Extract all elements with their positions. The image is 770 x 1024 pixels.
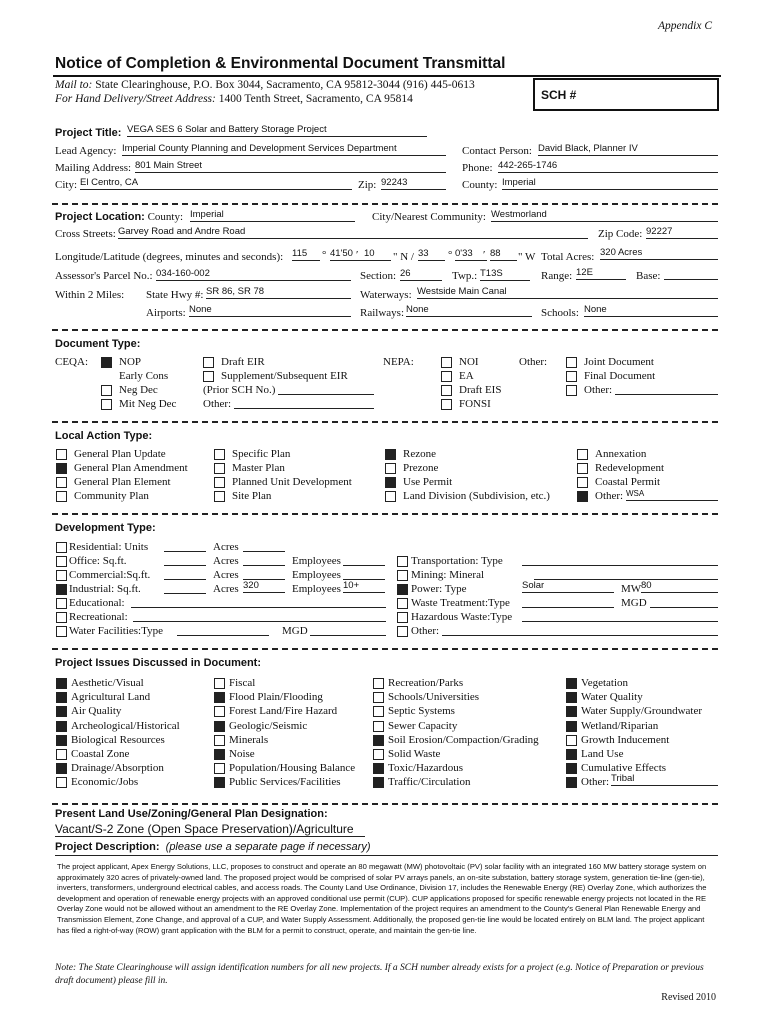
issue-checkbox[interactable] xyxy=(566,777,577,788)
hand-delivery-label: For Hand Delivery/Street Address: xyxy=(55,93,216,105)
zip-field[interactable]: 92243 xyxy=(381,177,446,190)
checkbox-master-plan[interactable] xyxy=(214,463,225,474)
section-divider xyxy=(52,648,718,650)
longitude-seconds-field[interactable]: 10 xyxy=(364,248,391,261)
option-label: Site Plan xyxy=(232,490,272,502)
description-note: (please use a separate page if necessary) xyxy=(165,841,371,853)
development-type-heading: Development Type: xyxy=(55,522,156,534)
issue-label: Solid Waste xyxy=(388,748,441,760)
issue-label: Land Use xyxy=(581,748,624,760)
option-label: Industrial: Sq.ft. xyxy=(69,583,141,595)
nepa-label: NEPA: xyxy=(383,356,414,368)
option-label: Hazardous Waste:Type xyxy=(411,611,513,623)
option-label: Annexation xyxy=(595,448,647,460)
checkbox-prezone[interactable] xyxy=(385,463,396,474)
zip-label: Zip: xyxy=(358,179,377,191)
mining-mineral-field[interactable] xyxy=(534,568,718,580)
transportation-type-field[interactable] xyxy=(522,554,718,566)
option-label: Waste Treatment:Type xyxy=(411,597,510,609)
issue-checkbox[interactable] xyxy=(373,706,384,717)
parcel-field[interactable]: 034-160-002 xyxy=(156,268,351,281)
issue-label: Schools/Universities xyxy=(388,691,480,704)
doc-other-heading: Other: xyxy=(519,356,548,368)
section-label: Section: xyxy=(360,270,397,282)
appendix-label: Appendix C xyxy=(658,20,712,32)
option-label: Educational: xyxy=(69,597,125,609)
issue-label: Coastal Zone xyxy=(71,748,130,760)
checkbox-rezone[interactable] xyxy=(385,449,396,460)
issue-checkbox[interactable] xyxy=(566,735,577,746)
project-title-field[interactable]: VEGA SES 6 Solar and Battery Storage Project xyxy=(127,124,427,137)
commercial-sqft-field[interactable] xyxy=(164,568,206,580)
checkbox-water-facilities[interactable] xyxy=(56,626,67,637)
project-description-heading: Project Description: xyxy=(55,841,160,853)
option-label: General Plan Update xyxy=(74,448,166,460)
issue-label: Forest Land/Fire Hazard xyxy=(229,705,338,718)
checkbox-annexation[interactable] xyxy=(577,449,588,460)
issue-label: Fiscal xyxy=(229,677,256,689)
issue-label: Other: xyxy=(581,776,610,789)
section-field[interactable]: 26 xyxy=(400,268,442,281)
issue-checkbox[interactable] xyxy=(373,763,384,774)
option-label: Other: xyxy=(595,490,624,502)
option-label: EA xyxy=(459,370,474,382)
total-acres-field[interactable]: 320 Acres xyxy=(600,247,718,260)
issue-label: Minerals xyxy=(229,733,269,746)
prior-sch-label: (Prior SCH No.) xyxy=(203,384,276,396)
land-use-value: Vacant/S-2 Zone (Open Space Preservation)/Agriculture xyxy=(55,822,354,836)
option-label: NOP xyxy=(119,356,142,368)
longitude-minutes-field[interactable]: 41'50 xyxy=(330,248,364,261)
issue-checkbox[interactable] xyxy=(373,678,384,689)
latlong-label: Longitude/Latitude (degrees, minutes and seconds): xyxy=(55,251,284,263)
checkbox-final-document[interactable] xyxy=(566,371,577,382)
checkbox-ea[interactable] xyxy=(441,371,452,382)
option-label: Neg Dec xyxy=(119,384,158,396)
mail-address: State Clearinghouse, P.O. Box 3044, Sacramento, CA 95812-3044 (916) 445-0613 xyxy=(95,79,475,91)
mgd-label: MGD xyxy=(621,597,647,609)
option-label: Prezone xyxy=(403,462,439,474)
community-field[interactable]: Westmorland xyxy=(491,209,718,222)
option-label: Mit Neg Dec xyxy=(119,398,177,410)
issue-checkbox[interactable] xyxy=(214,678,225,689)
location-county-field[interactable]: Imperial xyxy=(190,209,355,222)
latitude-seconds-field[interactable]: 88 xyxy=(490,248,517,261)
industrial-employees-field[interactable]: 10+ xyxy=(343,580,385,593)
checkbox-residential[interactable] xyxy=(56,542,67,553)
railways-label: Railways: xyxy=(360,307,404,319)
checkbox-recreational[interactable] xyxy=(56,612,67,623)
checkbox-mit-neg-dec[interactable] xyxy=(101,399,112,410)
issue-checkbox[interactable] xyxy=(214,777,225,788)
checkbox-fonsi[interactable] xyxy=(441,399,452,410)
checkbox-transportation[interactable] xyxy=(397,556,408,567)
issue-label: Traffic/Circulation xyxy=(388,776,471,789)
ceqa-label: CEQA: xyxy=(55,356,88,368)
option-label: Final Document xyxy=(584,370,656,382)
issue-label: Growth Inducement xyxy=(581,733,670,746)
checkbox-draft-eis[interactable] xyxy=(441,385,452,396)
longitude-degrees-field[interactable]: 115 xyxy=(292,248,320,261)
checkbox-waste-treatment[interactable] xyxy=(397,598,408,609)
location-zip-label: Zip Code: xyxy=(598,228,643,240)
option-label: Draft EIS xyxy=(459,384,502,396)
issue-label: Soil Erosion/Compaction/Grading xyxy=(388,733,539,746)
parcel-label: Assessor's Parcel No.: xyxy=(55,270,153,282)
issue-label: Toxic/Hazardous xyxy=(388,762,463,775)
issue-checkbox[interactable] xyxy=(214,721,225,732)
residential-units-field[interactable] xyxy=(164,540,206,552)
description-rule xyxy=(55,855,718,856)
project-location-heading: Project Location: xyxy=(55,211,145,223)
revised-label: Revised 2010 xyxy=(661,992,716,1003)
issue-checkbox[interactable] xyxy=(56,692,67,703)
land-use-underline xyxy=(55,836,365,837)
issue-checkbox[interactable] xyxy=(56,721,67,732)
checkbox-site-plan[interactable] xyxy=(214,491,225,502)
sch-label: SCH # xyxy=(541,88,577,102)
industrial-acres-field[interactable]: 320 xyxy=(243,580,285,593)
mail-label: Mail to: xyxy=(55,79,93,91)
degree-symbol: ° xyxy=(322,249,327,261)
local-action-heading: Local Action Type: xyxy=(55,430,153,442)
base-label: Base: xyxy=(636,270,661,282)
land-use-heading: Present Land Use/Zoning/General Plan Designation: xyxy=(55,808,328,820)
water-type-field[interactable] xyxy=(177,624,269,636)
issue-checkbox[interactable] xyxy=(566,721,577,732)
community-label: City/Nearest Community: xyxy=(372,211,486,223)
issue-label: Cumulative Effects xyxy=(581,762,667,775)
issue-label: Economic/Jobs xyxy=(71,776,139,789)
issue-label: Public Services/Facilities xyxy=(229,776,341,789)
doc-other-field[interactable] xyxy=(234,397,374,409)
checkbox-gp-amendment[interactable] xyxy=(56,463,67,474)
option-label: Commercial:Sq.ft. xyxy=(69,569,151,581)
issue-label: Septic Systems xyxy=(388,705,455,718)
railways-field[interactable]: None xyxy=(406,304,532,317)
issue-checkbox[interactable] xyxy=(56,678,67,689)
checkbox-noi[interactable] xyxy=(441,357,452,368)
contact-person-field[interactable]: David Black, Planner IV xyxy=(538,143,718,156)
checkbox-land-division[interactable] xyxy=(385,491,396,502)
issue-checkbox[interactable] xyxy=(566,763,577,774)
option-label: Master Plan xyxy=(232,462,285,474)
issue-label: Flood Plain/Flooding xyxy=(229,691,323,704)
checkbox-neg-dec[interactable] xyxy=(101,385,112,396)
hazardous-type-field[interactable] xyxy=(522,610,718,622)
option-label: Joint Document xyxy=(584,356,654,368)
issue-label: Air Quality xyxy=(71,705,122,718)
county-label: County: xyxy=(462,179,498,191)
office-sqft-field[interactable] xyxy=(164,554,206,566)
employees-label: Employees xyxy=(292,583,341,595)
checkbox-educational[interactable] xyxy=(56,598,67,609)
local-other-field[interactable]: WSA xyxy=(626,488,718,501)
option-label: Transportation: Type xyxy=(411,555,503,567)
schools-label: Schools: xyxy=(541,307,579,319)
phone-field[interactable]: 442-265-1746 xyxy=(498,160,718,173)
issue-checkbox[interactable] xyxy=(566,678,577,689)
latitude-minutes-field[interactable]: 0'33 xyxy=(455,248,487,261)
recreational-field[interactable] xyxy=(133,610,386,622)
issue-checkbox[interactable] xyxy=(56,763,67,774)
issue-checkbox[interactable] xyxy=(566,749,577,760)
option-label: Community Plan xyxy=(74,490,149,502)
issue-label: Recreation/Parks xyxy=(388,677,464,689)
issue-checkbox[interactable] xyxy=(214,749,225,760)
waterways-label: Waterways: xyxy=(360,289,412,301)
latitude-degrees-field[interactable]: 33 xyxy=(418,248,445,261)
waste-mgd-field[interactable] xyxy=(650,596,718,608)
office-employees-field[interactable] xyxy=(343,554,385,566)
township-field[interactable]: T13S xyxy=(480,268,530,281)
option-label: Office: Sq.ft. xyxy=(69,555,127,567)
commercial-acres-field[interactable] xyxy=(243,568,285,580)
schools-field[interactable]: None xyxy=(584,304,718,317)
employees-label: Employees xyxy=(292,569,341,581)
issue-label: Wetland/Riparian xyxy=(581,719,659,732)
issue-label: Sewer Capacity xyxy=(388,719,458,732)
doc-other-label: Other: xyxy=(203,398,232,410)
checkbox-pud[interactable] xyxy=(214,477,225,488)
issue-label: Archeological/Historical xyxy=(71,719,180,732)
option-label: Recreational: xyxy=(69,611,128,623)
state-hwy-field[interactable]: SR 86, SR 78 xyxy=(206,286,351,299)
section-divider xyxy=(52,803,718,805)
issue-other-field[interactable]: Tribal xyxy=(611,773,718,786)
issue-label: Vegetation xyxy=(581,677,629,689)
issue-label: Agricultural Land xyxy=(71,691,151,704)
checkbox-local-other[interactable] xyxy=(577,491,588,502)
acres-label: Acres xyxy=(213,555,239,567)
location-zip-field[interactable]: 92227 xyxy=(646,226,718,239)
location-county-label: County: xyxy=(147,211,184,223)
section-divider xyxy=(52,421,718,423)
base-field[interactable] xyxy=(664,268,718,280)
checkbox-gp-update[interactable] xyxy=(56,449,67,460)
option-label: Other: xyxy=(411,625,440,637)
city-label: City: xyxy=(55,179,78,191)
option-label: Rezone xyxy=(403,448,436,460)
range-label: Range: xyxy=(541,270,573,282)
checkbox-draft-eir[interactable] xyxy=(203,357,214,368)
minute-symbol-2: ′ xyxy=(483,249,486,261)
issue-checkbox[interactable] xyxy=(373,749,384,760)
checkbox-dev-other[interactable] xyxy=(397,626,408,637)
cross-streets-field[interactable]: Garvey Road and Andre Road xyxy=(118,226,588,239)
title-rule xyxy=(53,75,721,77)
project-issues-heading: Project Issues Discussed in Document: xyxy=(55,657,262,669)
option-label: Supplement/Subsequent EIR xyxy=(221,370,348,382)
checkbox-community-plan[interactable] xyxy=(56,491,67,502)
issue-checkbox[interactable] xyxy=(56,749,67,760)
acres-label: Acres xyxy=(213,541,239,553)
doc-other-value-field[interactable] xyxy=(615,383,718,395)
checkbox-nop[interactable] xyxy=(101,357,112,368)
checkbox-mining[interactable] xyxy=(397,570,408,581)
checkbox-industrial[interactable] xyxy=(56,584,67,595)
checkbox-supplement-eir[interactable] xyxy=(203,371,214,382)
issue-checkbox[interactable] xyxy=(214,692,225,703)
checkbox-office[interactable] xyxy=(56,556,67,567)
issue-checkbox[interactable] xyxy=(56,777,67,788)
township-label: Twp.: xyxy=(452,270,478,282)
option-label: Planned Unit Development xyxy=(232,476,352,488)
checkbox-gp-element[interactable] xyxy=(56,477,67,488)
project-title-label: Project Title: xyxy=(55,127,122,139)
option-label: Coastal Permit xyxy=(595,476,661,488)
issue-checkbox[interactable] xyxy=(566,706,577,717)
lead-agency-field[interactable]: Imperial County Planning and Development Services Department xyxy=(122,143,446,156)
airports-label: Airports: xyxy=(146,307,186,319)
project-description-text: The project applicant, Apex Energy Solutions, LLC, proposes to construct and operate an 80 megawatt (MW) photovoltaic (PV) solar facility with an integrated 160 MW battery storage system on approximately 320 acres of privately-owned land. The proposed project would be comprised of solar PV arrays panels, an on-site substation, battery storage system, generation tie-line (gen-tie), inverters, transformers, underground electrical cables, and access roads. The County Land Use Ordinance, Division 17, includes the Renewable Energy (RE) Overlay Zone, which authorizes the development and operation of renewable energy projects with an approved conditional use permit (CUP). CUP applications proposed for specific renewable energy projects not located in the RE Overlay Zone would not be allowed without an amendment to the RE Overlay Zone. Implementation of the project requires an amendment to the County's General Plan Renewable Energy and Transmission Element, Zone Change, and approval of a CUP, and Water Supply Assessment. Additionally, the proposed gen-tie line would be located entirely on BLM land. The project applicant has filed a right-of-way (ROW) grant application with the BLM for a permit to construct, operate, and maintain the gen-tie line. xyxy=(57,862,707,935)
issue-label: Biological Resources xyxy=(71,733,165,746)
power-mw-field[interactable]: 80 xyxy=(641,580,718,593)
option-label: Redevelopment xyxy=(595,462,665,474)
prior-sch-field[interactable] xyxy=(278,383,374,395)
mailing-address-field[interactable]: 801 Main Street xyxy=(135,160,446,173)
mgd-label: MGD xyxy=(282,625,308,637)
mw-label: MW xyxy=(621,583,642,595)
issue-checkbox[interactable] xyxy=(373,777,384,788)
option-label: General Plan Amendment xyxy=(74,462,188,474)
mailing-address-label: Mailing Address: xyxy=(55,162,132,174)
issue-label: Noise xyxy=(229,748,255,760)
within-two-miles-label: Within 2 Miles: xyxy=(55,289,125,301)
water-mgd-field[interactable] xyxy=(310,624,386,636)
option-label: Water Facilities:Type xyxy=(69,625,163,637)
option-label: General Plan Element xyxy=(74,476,171,488)
total-acres-label: Total Acres: xyxy=(541,251,595,263)
issue-label: Water Quality xyxy=(581,691,643,704)
acres-label: Acres xyxy=(213,583,239,595)
issue-checkbox[interactable] xyxy=(56,735,67,746)
document-type-heading: Document Type: xyxy=(55,338,141,350)
acres-label: Acres xyxy=(213,569,239,581)
option-label: Residential: Units xyxy=(69,541,149,553)
option-label: Other: xyxy=(584,384,613,396)
checkbox-joint-document[interactable] xyxy=(566,357,577,368)
option-label: NOI xyxy=(459,356,479,368)
range-field[interactable]: 12E xyxy=(576,267,626,280)
commercial-employees-field[interactable] xyxy=(343,568,385,580)
phone-label: Phone: xyxy=(462,162,493,174)
west-label: " W xyxy=(518,251,536,263)
issue-checkbox[interactable] xyxy=(56,706,67,717)
issue-checkbox[interactable] xyxy=(214,735,225,746)
issue-checkbox[interactable] xyxy=(373,692,384,703)
hand-delivery-address: 1400 Tenth Street, Sacramento, CA 95814 xyxy=(218,93,413,105)
sch-number-box[interactable] xyxy=(533,78,719,111)
county-field[interactable]: Imperial xyxy=(502,177,718,190)
option-label: Early Cons xyxy=(119,370,169,382)
page-title: Notice of Completion & Environmental Document Transmittal xyxy=(55,55,506,72)
section-divider xyxy=(52,203,718,205)
waterways-field[interactable]: Westside Main Canal xyxy=(417,286,718,299)
checkbox-redevelopment[interactable] xyxy=(577,463,588,474)
issue-label: Drainage/Absorption xyxy=(71,762,164,775)
option-label: Land Division (Subdivision, etc.) xyxy=(403,490,550,502)
checkbox-commercial[interactable] xyxy=(56,570,67,581)
dev-other-field[interactable] xyxy=(442,624,718,636)
state-hwy-label: State Hwy #: xyxy=(146,289,204,301)
checkbox-hazardous-waste[interactable] xyxy=(397,612,408,623)
airports-field[interactable]: None xyxy=(189,304,351,317)
issue-checkbox[interactable] xyxy=(214,763,225,774)
section-divider xyxy=(52,329,718,331)
lead-agency-label: Lead Agency: xyxy=(55,145,117,157)
office-acres-field[interactable] xyxy=(243,554,285,566)
option-label: Power: Type xyxy=(411,583,467,595)
issue-label: Aesthetic/Visual xyxy=(71,677,144,689)
option-label: FONSI xyxy=(459,398,491,410)
issue-label: Geologic/Seismic xyxy=(229,719,308,732)
checkbox-coastal-permit[interactable] xyxy=(577,477,588,488)
issue-checkbox[interactable] xyxy=(373,721,384,732)
section-divider xyxy=(52,513,718,515)
degree-symbol-2: ° xyxy=(448,249,453,261)
north-label: " N / xyxy=(393,251,414,263)
issue-checkbox[interactable] xyxy=(373,735,384,746)
checkbox-specific-plan[interactable] xyxy=(214,449,225,460)
checkbox-power[interactable] xyxy=(397,584,408,595)
employees-label: Employees xyxy=(292,555,341,567)
option-label: Use Permit xyxy=(403,476,453,488)
cross-streets-label: Cross Streets: xyxy=(55,228,116,240)
issue-checkbox[interactable] xyxy=(566,692,577,703)
minute-symbol: ′ xyxy=(356,249,359,261)
checkbox-use-permit[interactable] xyxy=(385,477,396,488)
option-label: Draft EIR xyxy=(221,356,265,368)
option-label: Specific Plan xyxy=(232,448,291,460)
issue-checkbox[interactable] xyxy=(214,706,225,717)
residential-acres-field[interactable] xyxy=(243,540,285,552)
educational-field[interactable] xyxy=(131,596,386,608)
city-field[interactable]: El Centro, CA xyxy=(80,177,352,190)
checkbox-doc-other[interactable] xyxy=(566,385,577,396)
issue-label: Population/Housing Balance xyxy=(229,762,356,775)
option-label: Mining: Mineral xyxy=(411,569,485,581)
industrial-sqft-field[interactable] xyxy=(164,582,206,594)
clearinghouse-note: Note: The State Clearinghouse will assign identification numbers for all new projects. If a SCH number already exists for a project (e.g. Notice of Preparation or previous draft document) please fill in. xyxy=(55,963,704,986)
power-type-field[interactable]: Solar xyxy=(522,580,614,593)
contact-person-label: Contact Person: xyxy=(462,145,532,157)
issue-label: Water Supply/Groundwater xyxy=(581,705,702,718)
waste-type-field[interactable] xyxy=(522,596,614,608)
